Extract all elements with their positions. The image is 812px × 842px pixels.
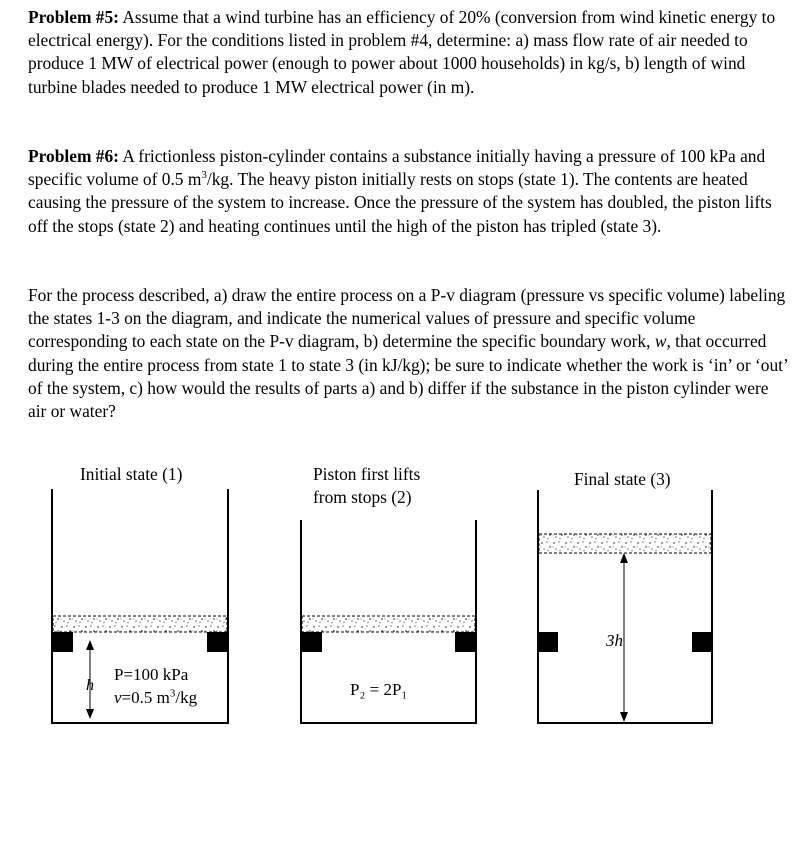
problem-5-text: Assume that a wind turbine has an efficiency of 20% (conversion from wind kinetic energy to electrical energy). For the conditions listed in problem #4, determine: a) mass flow rate of air needed to produce 1 MW of electrical power (enough to power about 1000 households) in kg/s, b) length of wind turbine blades needed to produce 1 MW electrical power (in m). <box>28 7 776 97</box>
height-3h-label: 3h <box>606 631 623 650</box>
stop-2-left <box>302 632 322 652</box>
caption-piston-lifts-line1: Piston first lifts <box>313 464 421 484</box>
state-1-volume-unit: /kg <box>175 688 198 707</box>
stop-1-left <box>53 632 73 652</box>
stop-1-right <box>207 632 227 652</box>
stop-3-right <box>692 632 711 652</box>
problem-6-heading: Problem #6: <box>28 146 119 166</box>
problem-6-text-a: A frictionless piston-cylinder contains a substance initially having a pressure of 100 kPa and specific volume of 0.5 m <box>28 146 766 190</box>
problem-5-heading: Problem #5: <box>28 7 119 27</box>
piston-3 <box>539 534 711 553</box>
problem-6-questions-text-b: , that occurred during the entire process from state 1 to state 3 (in kJ/kg); be sure to indicate whether the work is ‘in’ or ‘out’ of the system, c) how would the results of parts a) and b) differ if the substance in the piston cylinder were air or water? <box>28 331 788 422</box>
state-1-volume-label <box>114 687 197 709</box>
caption-piston-lifts-line2: from stops (2) <box>313 487 412 507</box>
problem-6-superscript: 3 <box>201 169 207 182</box>
state-1-volume-superscript: 3 <box>169 687 176 700</box>
state-1-pressure-label: P=100 kPa <box>114 665 189 684</box>
specific-volume-symbol: v <box>114 688 122 707</box>
piston-2 <box>302 616 475 632</box>
stop-3-left <box>539 632 558 652</box>
problem-6-questions-text-a: For the process described, a) draw the entire process on a P-v diagram (pressure vs specific volume) labeling the states 1-3 on the diagram, and indicate the numerical values of pressure and specific volume corresponding to each state on the P-v diagram, b) determine the specific boundary work, <box>28 285 786 352</box>
cylinder-state-3 <box>537 490 713 723</box>
caption-initial-state: Initial state (1) <box>80 464 183 484</box>
height-h-label: h <box>86 677 94 694</box>
work-symbol: w <box>654 331 667 352</box>
stop-2-right <box>455 632 475 652</box>
piston-1 <box>53 616 227 632</box>
caption-final-state: Final state (3) <box>574 469 671 489</box>
state-1-volume-value: =0.5 m <box>121 688 170 707</box>
problem-6-text-b: /kg. The heavy piston initially rests on stops (state 1). The contents are heated causing the pressure of the system to increase. Once the pressure of the system has doubled, the piston lifts off the stops (state 2) and heating continues until the high of the piston has tripled (state 3). <box>28 169 772 236</box>
state-2-pressure-relation: P₂ = 2P₁ <box>350 680 408 699</box>
